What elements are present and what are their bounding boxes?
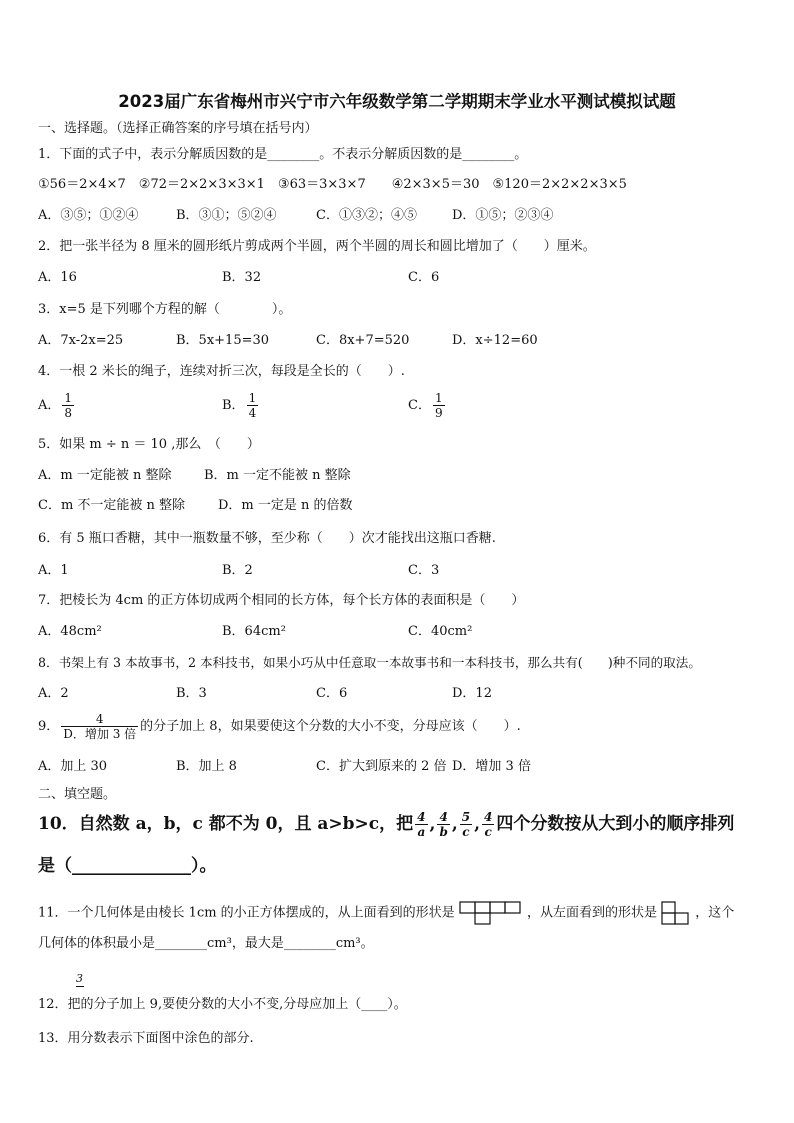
q2-stem: 2．把一张半径为 8 厘米的圆形纸片剪成两个半圆，两个半圆的周长和圆比增加了（ ）厘米。	[38, 239, 596, 254]
q4-option-a-fraction: $\frac{1}{8}$	[64, 391, 73, 420]
q7-option-c: C．40cm²	[408, 624, 473, 639]
q1-option-d: D．①⑤；②③④	[452, 208, 554, 223]
q13-stem: 13．用分数表示下面图中涂色的部分.	[38, 1031, 254, 1046]
q4-option-b	[222, 391, 260, 420]
q1-option-c: C．①③②；④⑤	[316, 208, 417, 223]
q6-option-c: C．3	[408, 563, 440, 578]
q6-option-b: B．2	[222, 563, 253, 578]
q9-stem	[38, 712, 521, 741]
q5-option-a: A．m 一定能被 n 整除	[38, 468, 172, 483]
q10-fraction-1: $\frac{4}{a}$	[417, 810, 426, 839]
q1-items: ①56＝2×4×7 ②72＝2×2×3×3×1 ③63＝3×3×7 ④2×3×5＝30 ⑤120＝2×2×2×3×5	[38, 177, 627, 192]
q10-line1: 10．自然数 a，b，c 都不为 0，且 a>b>c，把 $\frac{4}{a}$ , $\frac{4}{b}$ , $\frac{5}{c}$ , $\frac{4}{c}$ 四个分数按从大到小的顺序排列	[38, 810, 735, 839]
q12-text-post: 的分子加上 9,要使分数的大小不变,分母应加上（____）。	[80, 997, 407, 1012]
q6-option-a: A．1	[38, 563, 69, 578]
q9-fraction: $\frac{4}{\text{D．增加 3 倍}}$	[63, 712, 137, 741]
q12-fraction-numerator: 3	[76, 972, 83, 985]
q4-stem: 4．一根 2 米长的绳子，连续对折三次，每段是全长的（ ）.	[38, 364, 405, 379]
left-view-figure	[661, 901, 691, 925]
q1-option-b: B．③①；⑤②④	[176, 208, 277, 223]
q9-text: 的分子加上 8，如果要使这个分数的大小不变，分母应该（ ）.	[140, 719, 521, 734]
q11-line2: 几何体的体积最小是________cm³，最大是________cm³。	[38, 936, 374, 951]
q3-option-b: B．5x+15=30	[176, 333, 270, 348]
q5-stem: 5．如果 m ÷ n ＝ 10 ,那么 （ ）	[38, 437, 260, 452]
top-view-figure	[459, 901, 523, 925]
q10-line2: 是（______________）。	[38, 856, 217, 876]
q1-stem: 1．下面的式子中，表示分解质因数的是________。不表示分解质因数的是________。	[38, 147, 528, 162]
q2-option-b: B．32	[222, 270, 262, 285]
q9-option-b: B．加上 8	[176, 759, 237, 774]
q9-option-a: A．加上 30	[38, 759, 108, 774]
q4-option-b-fraction: $\frac{1}{4}$	[248, 391, 257, 420]
page-title: 2023届广东省梅州市兴宁市六年级数学第二学期期末学业水平测试模拟试题	[118, 92, 676, 111]
q11-line1	[38, 901, 734, 925]
q12-stem	[38, 996, 407, 1014]
q10-text-post: 四个分数按从大到小的顺序排列	[496, 814, 735, 834]
q3-stem: 3．x=5 是下列哪个方程的解（ ）。	[38, 302, 292, 317]
q10-fraction-2: $\frac{4}{b}$	[439, 810, 448, 839]
q12-fraction-bar	[76, 986, 84, 987]
q5-option-b: B．m 一定不能被 n 整除	[204, 468, 351, 483]
section-choice-heading: 一、选择题。（选择正确答案的序号填在括号内）	[38, 121, 318, 136]
q5-option-d: D．m 一定是 n 的倍数	[218, 498, 353, 513]
q9-number: 9．	[38, 719, 60, 734]
q8-option-a: A．2	[38, 686, 69, 701]
q4-option-a-label: A．	[38, 398, 61, 413]
q10-fraction-3: $\frac{5}{c}$	[461, 810, 471, 839]
q3-option-c: C．8x+7=520	[316, 333, 410, 348]
q8-option-b: B．3	[176, 686, 207, 701]
q2-option-c: C．6	[408, 270, 440, 285]
q9-option-d: D．增加 3 倍	[452, 759, 531, 774]
q6-stem: 6．有 5 瓶口香糖，其中一瓶数量不够，至少称（ ）次才能找出这瓶口香糖.	[38, 531, 496, 546]
q4-option-c	[408, 391, 447, 420]
q8-option-c: C．6	[316, 686, 348, 701]
q8-option-d: D．12	[452, 686, 492, 701]
q11-text-pre: 11．一个几何体是由棱长 1cm 的小正方体摆成的，从上面看到的形状是	[38, 905, 455, 921]
q5-option-c: C．m 不一定能被 n 整除	[38, 498, 186, 513]
q4-option-b-label: B．	[222, 398, 245, 413]
q1-option-a: A．③⑤；①②④	[38, 208, 139, 223]
q4-option-a	[38, 391, 76, 420]
q12-text-pre: 12．把	[38, 997, 81, 1012]
q8-stem: 8．书架上有 3 本故事书，2 本科技书，如果小巧从中任意取一本故事书和一本科技书，那么共有( )种不同的取法。	[38, 655, 701, 670]
q9-option-c: C．扩大到原来的 2 倍	[316, 759, 447, 774]
section-fill-heading: 二、填空题。	[38, 787, 117, 802]
q7-option-b: B．64cm²	[222, 624, 286, 639]
q10-fraction-4: $\frac{4}{c}$	[484, 810, 493, 839]
q10-text-pre: 10．自然数 a，b，c 都不为 0，且 a>b>c，把	[38, 814, 414, 834]
q2-option-a: A．16	[38, 270, 77, 285]
q7-stem: 7．把棱长为 4cm 的正方体切成两个相同的长方体，每个长方体的表面积是（ ）	[38, 593, 525, 608]
q3-option-a: A．7x-2x=25	[38, 333, 124, 348]
q3-option-d: D．x÷12=60	[452, 333, 538, 348]
q4-option-c-fraction: $\frac{1}{9}$	[434, 391, 443, 420]
q7-option-a: A．48cm²	[38, 624, 102, 639]
q4-option-c-label: C．	[408, 398, 431, 413]
q11-text-mid: ，从左面看到的形状是	[526, 905, 657, 921]
q11-text-post: ，这个	[695, 905, 735, 921]
